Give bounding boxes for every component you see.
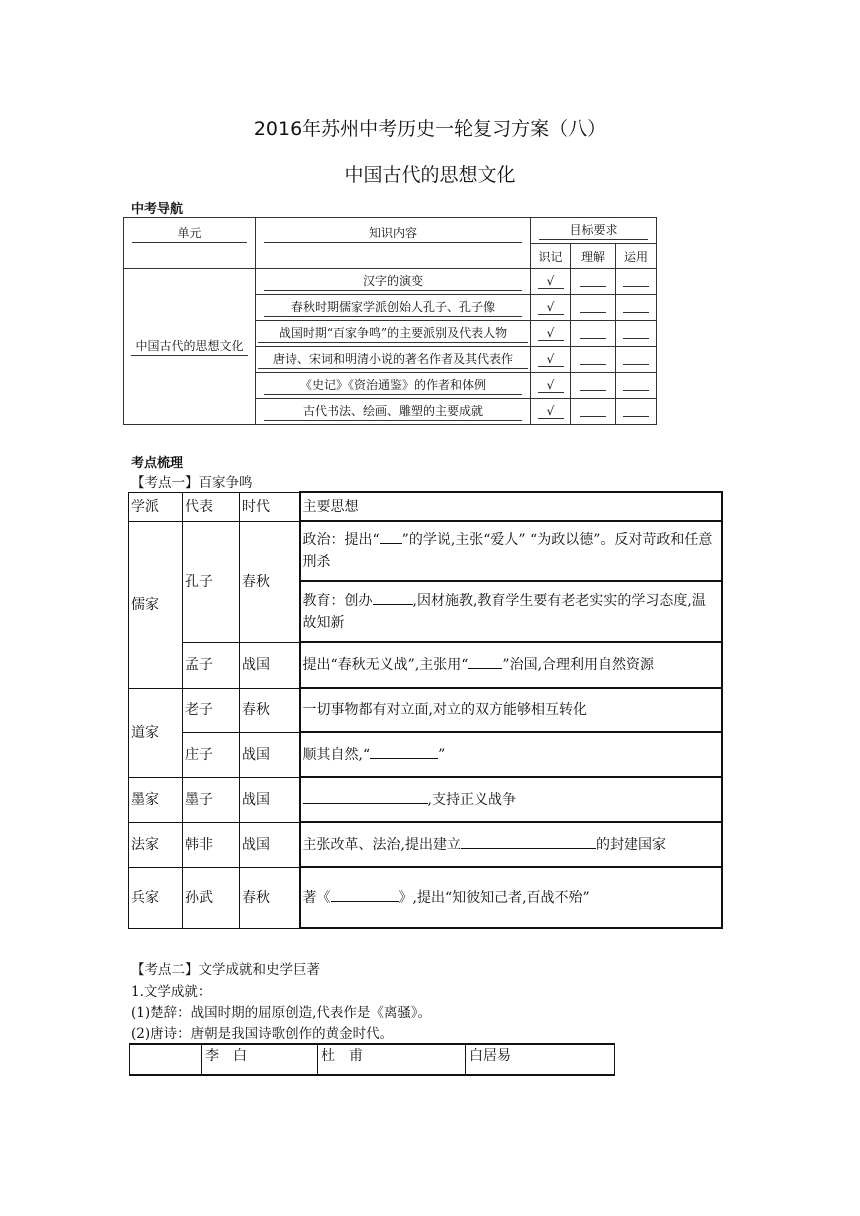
era-laozi: 春秋 [240, 688, 300, 732]
school-fajia: 法家 [129, 822, 183, 867]
school-rujia: 儒家 [129, 521, 183, 688]
rep-kongzi: 孔子 [183, 521, 240, 642]
thought-kongzi-politics: 政治：提出“ ”的学说,主张“爱人” “为政以德”。反对苛政和任意刑杀 [300, 521, 722, 581]
header-rep: 代表 [183, 492, 240, 521]
nav-row-content: 《史记》《资治通鉴》的作者和体例 [256, 373, 531, 399]
poet-bai-juyi: 白居易 [466, 1044, 615, 1075]
poet-li-bai: 李 白 [202, 1044, 318, 1075]
nav-col-apply: 运用 [616, 244, 657, 269]
rep-sunwu: 孙武 [183, 867, 240, 928]
thought-mengzi: 提出“春秋无义战”,主张用“ ”治国,合理利用自然资源 [300, 642, 722, 688]
nav-col-unit-header: 单元 [124, 218, 256, 269]
school-mojia: 墨家 [129, 777, 183, 822]
nav-row-content: 战国时期“百家争鸣”的主要派别及代表人物 [256, 321, 531, 347]
poet-du-fu: 杜 甫 [318, 1044, 466, 1075]
poet-corner-cell [130, 1044, 202, 1075]
header-era: 时代 [240, 492, 300, 521]
thought-mozi: ,支持正义战争 [300, 777, 722, 822]
rep-hanfei: 韩非 [183, 822, 240, 867]
point2-line2: (1)楚辞：战国时期的屈原创造,代表作是《离骚》。 [131, 1005, 432, 1021]
nav-col-remember: 识记 [531, 244, 571, 269]
school-daojia: 道家 [129, 688, 183, 777]
nav-table [123, 217, 657, 425]
point2-line3: (2)唐诗：唐朝是我国诗歌创作的黄金时代。 [131, 1026, 394, 1042]
thought-kongzi-education: 教育：创办 ,因材施教,教育学生要有老老实实的学习态度,温故知新 [300, 581, 722, 642]
nav-row-content: 汉字的演变 [256, 269, 531, 295]
era-hanfei: 战国 [240, 822, 300, 867]
point2-line1: 1.文学成就： [131, 984, 212, 1000]
nav-unit-cell: 中国古代的思想文化 [124, 269, 256, 425]
thought-laozi: 一切事物都有对立面,对立的双方能够相互转化 [300, 688, 722, 732]
nav-row-check: √ [531, 321, 571, 347]
rep-zhuangzi: 庄子 [183, 732, 240, 777]
nav-col-understand: 理解 [571, 244, 616, 269]
nav-heading: 中考导航 [131, 202, 184, 217]
thought-hanfei: 主张改革、法治,提出建立 的封建国家 [300, 822, 722, 867]
poet-table [129, 1043, 615, 1076]
nav-col-content-header: 知识内容 [256, 218, 531, 269]
era-zhuangzi: 战国 [240, 732, 300, 777]
rep-mengzi: 孟子 [183, 642, 240, 688]
nav-row-check: √ [531, 295, 571, 321]
document-subtitle: 中国古代的思想文化 [344, 164, 516, 186]
hundred-schools-table [128, 491, 723, 929]
nav-row-content: 唐诗、宋词和明清小说的著名作者及其代表作 [256, 347, 531, 373]
point1-heading: 【考点一】百家争鸣 [131, 475, 253, 491]
era-mengzi: 战国 [240, 642, 300, 688]
thought-zhuangzi: 顺其自然,“ ” [300, 732, 722, 777]
nav-row-check: √ [531, 373, 571, 399]
nav-row-content: 春秋时期儒家学派创始人孔子、孔子像 [256, 295, 531, 321]
nav-row-check: √ [531, 347, 571, 373]
school-bingjia: 兵家 [129, 867, 183, 928]
rep-laozi: 老子 [183, 688, 240, 732]
thought-sunwu: 著《 》,提出“知彼知己者,百战不殆” [300, 867, 722, 928]
header-thought: 主要思想 [300, 492, 722, 521]
nav-row-content: 古代书法、绘画、雕塑的主要成就 [256, 399, 531, 425]
rep-mozi: 墨子 [183, 777, 240, 822]
nav-col-goal-header: 目标要求 [531, 218, 657, 244]
era-kongzi: 春秋 [240, 521, 300, 642]
point2-heading: 【考点二】文学成就和史学巨著 [131, 962, 320, 978]
era-sunwu: 春秋 [240, 867, 300, 928]
era-mozi: 战国 [240, 777, 300, 822]
document-title: 2016年苏州中考历史一轮复习方案（八） [253, 118, 607, 140]
nav-row-check: √ [531, 399, 571, 425]
nav-row-check: √ [531, 269, 571, 295]
kaodian-heading: 考点梳理 [131, 456, 184, 471]
header-school: 学派 [129, 492, 183, 521]
